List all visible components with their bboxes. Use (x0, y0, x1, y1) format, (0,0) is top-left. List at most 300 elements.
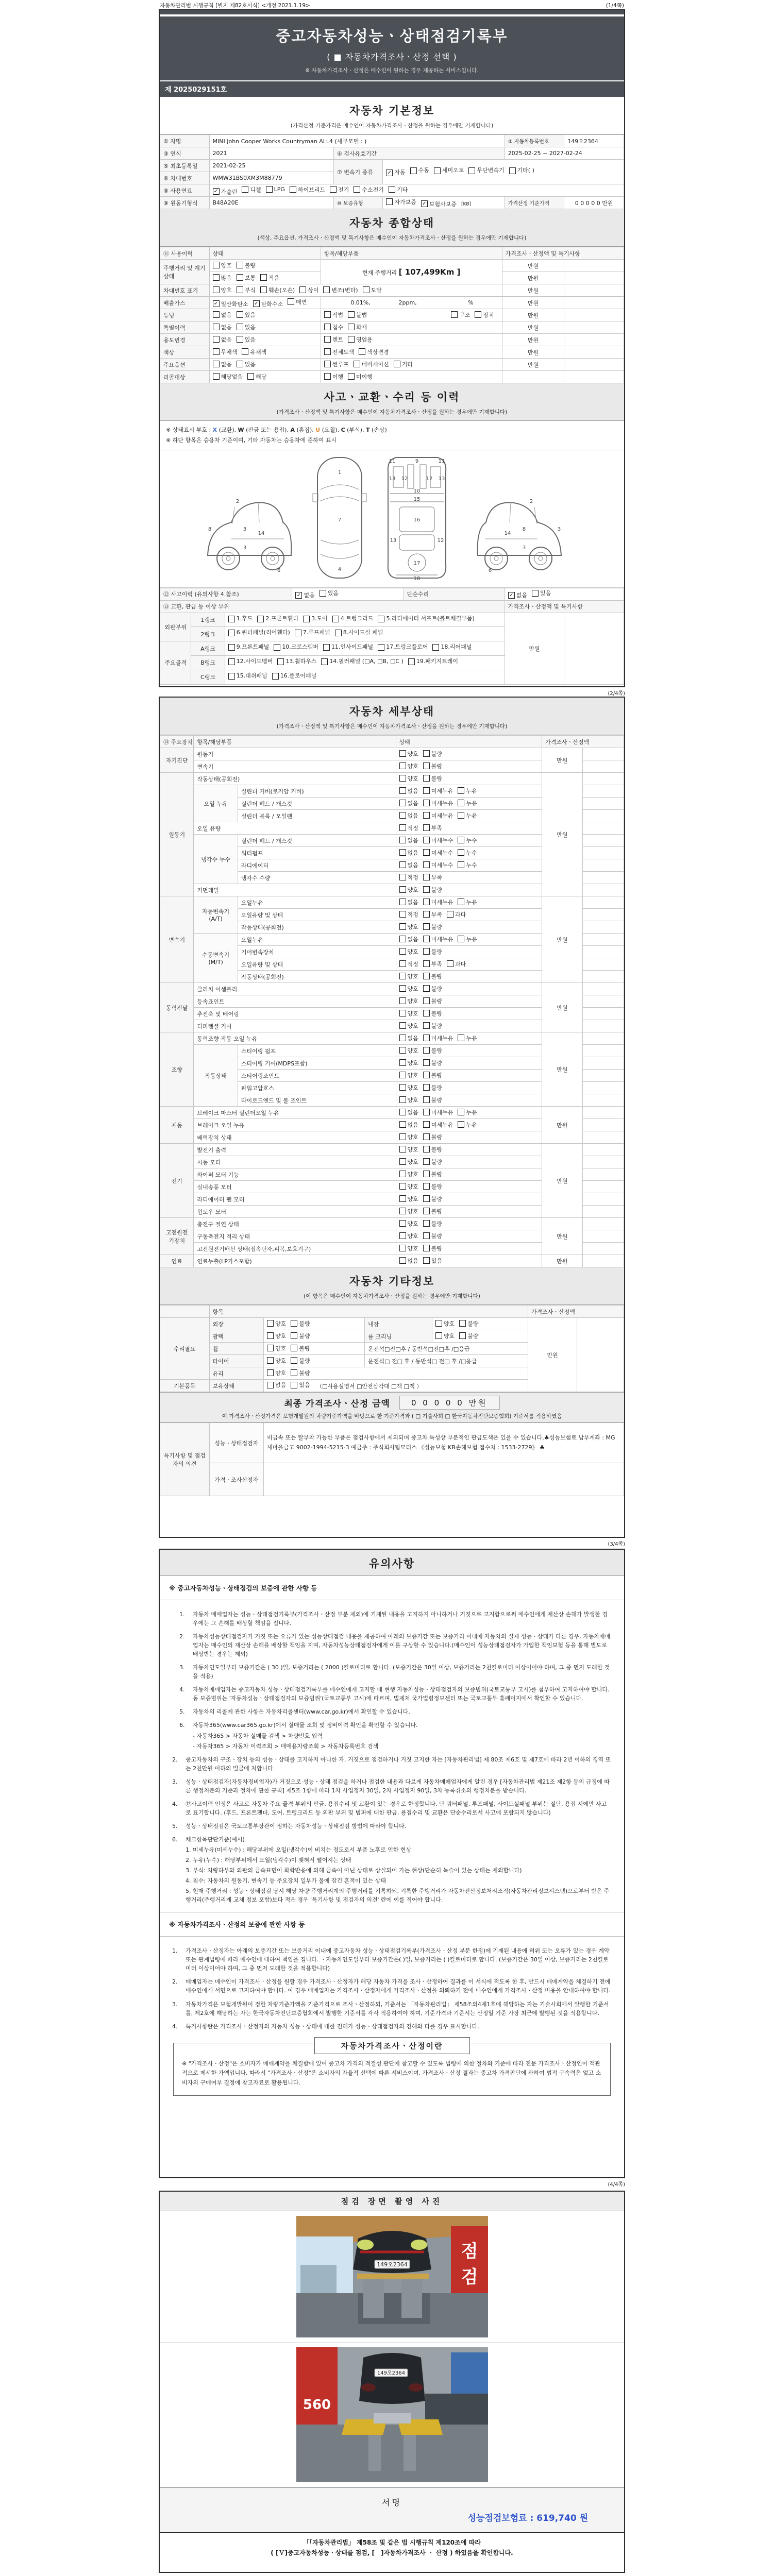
checkbox-unchecked[interactable] (423, 1208, 430, 1214)
option-적정[interactable]: 적정 (399, 910, 418, 919)
checkbox-unchecked[interactable] (423, 973, 430, 979)
option-없음[interactable]: ✓ 없음 (295, 591, 314, 599)
checkbox-unchecked[interactable] (288, 298, 294, 305)
checkbox-unchecked[interactable] (324, 336, 331, 343)
checkbox-unchecked[interactable] (348, 336, 355, 343)
option-불량[interactable]: 불량 (423, 1046, 442, 1055)
checkbox-unchecked[interactable] (423, 787, 430, 794)
option-18.리어패널[interactable]: 18.리어패널 (432, 642, 472, 653)
option-수동[interactable]: 수동 (410, 165, 429, 176)
checkbox-unchecked[interactable] (423, 837, 430, 843)
checkbox-unchecked[interactable] (458, 787, 464, 794)
option-도말[interactable]: 도말 (363, 286, 382, 294)
option-없음[interactable]: 없음 (399, 1257, 418, 1265)
option-자가보증[interactable]: 자가보증 (386, 198, 416, 206)
checkbox-unchecked[interactable] (423, 1121, 430, 1128)
option-있음[interactable]: 있음 (237, 311, 256, 319)
checkbox-unchecked[interactable] (447, 960, 453, 967)
option-누유[interactable]: 누유 (458, 935, 477, 943)
checkbox-unchecked[interactable] (459, 1332, 466, 1339)
checkbox-checked[interactable]: ✓ (295, 592, 302, 599)
checkbox-unchecked[interactable] (213, 373, 220, 380)
option-양호[interactable]: 양호 (399, 1207, 418, 1215)
checkbox-unchecked[interactable] (277, 658, 284, 665)
option-불량[interactable]: 불량 (291, 1344, 310, 1352)
option-변조(변타)[interactable]: 변조(변타) (323, 286, 358, 294)
option-자동[interactable]: ✓ 자동 (386, 167, 405, 178)
option-누유[interactable]: 누유 (458, 1034, 477, 1042)
option-미세누유[interactable]: 미세누유 (423, 787, 453, 795)
checkbox-unchecked[interactable] (423, 985, 430, 992)
checkbox-unchecked[interactable] (394, 361, 400, 367)
checkbox-unchecked[interactable] (228, 658, 235, 665)
option-썬루프[interactable]: 썬루프 (324, 360, 349, 368)
option-누유[interactable]: 누유 (458, 1121, 477, 1129)
option-양호[interactable]: 양호 (399, 886, 418, 894)
checkbox-unchecked[interactable] (532, 590, 539, 597)
checkbox-unchecked[interactable] (458, 849, 464, 856)
option-불량[interactable]: 불량 (423, 1133, 442, 1141)
option-양호[interactable]: 양호 (399, 972, 418, 980)
option-디젤[interactable]: 디젤 (242, 185, 261, 194)
checkbox-unchecked[interactable] (291, 1332, 297, 1339)
checkbox-unchecked[interactable] (399, 1195, 406, 1202)
checkbox-unchecked[interactable] (213, 311, 220, 318)
option-양호[interactable]: 양호 (399, 997, 418, 1005)
checkbox-unchecked[interactable] (260, 286, 267, 293)
checkbox-unchecked[interactable] (423, 1047, 430, 1054)
option-양호[interactable]: 양호 (399, 1170, 418, 1178)
option-없음[interactable]: 없음 (399, 811, 418, 820)
checkbox-checked[interactable]: ✓ (508, 592, 515, 599)
option-전체도색[interactable]: 전체도색 (324, 348, 355, 356)
option-없음[interactable]: ✓ 없음 (508, 591, 527, 599)
option-보험사보증[interactable]: ✓ 보험사보증 (421, 200, 457, 208)
checkbox-unchecked[interactable] (399, 1022, 406, 1029)
checkbox-unchecked[interactable] (237, 324, 243, 330)
option-없음[interactable]: 없음 (267, 1381, 286, 1389)
checkbox-unchecked[interactable] (423, 1257, 430, 1264)
checkbox-unchecked[interactable] (423, 1158, 430, 1165)
option-불량[interactable]: 불량 (423, 1207, 442, 1215)
option-불량[interactable]: 불량 (291, 1319, 310, 1328)
option-해당없음[interactable]: 해당없음 (213, 372, 243, 381)
checkbox-unchecked[interactable] (321, 658, 328, 665)
checkbox-unchecked[interactable] (399, 1146, 406, 1153)
checkbox-unchecked[interactable] (213, 286, 220, 293)
option-없음[interactable]: 없음 (213, 360, 232, 368)
option-없음[interactable]: 없음 (399, 935, 418, 943)
checkbox-unchecked[interactable] (330, 186, 337, 193)
checkbox-unchecked[interactable] (295, 630, 301, 636)
option-양호[interactable]: 양호 (399, 1071, 418, 1079)
checkbox-unchecked[interactable] (423, 923, 430, 930)
checkbox-unchecked[interactable] (257, 616, 264, 622)
option-불량[interactable]: 불량 (459, 1332, 478, 1340)
option-많음[interactable]: 많음 (213, 274, 232, 282)
option-불량[interactable]: 불량 (423, 1145, 442, 1154)
checkbox-unchecked[interactable] (299, 286, 306, 293)
checkbox-unchecked[interactable] (399, 787, 406, 794)
option-3.도어[interactable]: 3.도어 (303, 614, 328, 624)
option-미세누유[interactable]: 미세누유 (423, 799, 453, 807)
option-불량[interactable]: 불량 (423, 1059, 442, 1067)
checkbox-unchecked[interactable] (335, 630, 342, 636)
option-있음[interactable]: 있음 (423, 1257, 442, 1265)
checkbox-unchecked[interactable] (399, 775, 406, 782)
option-미세누유[interactable]: 미세누유 (423, 898, 453, 906)
checkbox-unchecked[interactable] (423, 899, 430, 905)
checkbox-unchecked[interactable] (399, 861, 406, 868)
checkbox-unchecked[interactable] (291, 1357, 297, 1364)
option-있음[interactable]: 있음 (320, 589, 339, 597)
checkbox-unchecked[interactable] (399, 750, 406, 757)
option-구조[interactable]: 구조 (451, 311, 470, 319)
option-해당[interactable]: 해당 (247, 372, 266, 381)
option-불량[interactable]: 불량 (423, 1009, 442, 1018)
checkbox-unchecked[interactable] (237, 274, 243, 281)
option-누유[interactable]: 누유 (458, 1108, 477, 1116)
checkbox-unchecked[interactable] (399, 874, 406, 880)
option-양호[interactable]: 양호 (399, 1195, 418, 1203)
option-양호[interactable]: 양호 (267, 1357, 286, 1365)
checkbox-unchecked[interactable] (475, 311, 481, 318)
option-세미오토[interactable]: 세미오토 (434, 165, 464, 176)
option-양호[interactable]: 양호 (399, 1244, 418, 1252)
option-있음[interactable]: 있음 (532, 589, 551, 597)
checkbox-unchecked[interactable] (267, 1382, 274, 1388)
checkbox-unchecked[interactable] (267, 1332, 274, 1339)
checkbox-unchecked[interactable] (399, 1010, 406, 1016)
option-과다[interactable]: 과다 (447, 960, 466, 968)
option-색상변경[interactable]: 색상변경 (359, 348, 389, 356)
checkbox-unchecked[interactable] (399, 1096, 406, 1103)
checkbox-unchecked[interactable] (423, 775, 430, 782)
checkbox-unchecked[interactable] (363, 286, 369, 293)
option-적정[interactable]: 적정 (399, 873, 418, 882)
checkbox-unchecked[interactable] (435, 1332, 442, 1339)
checkbox-unchecked[interactable] (399, 1171, 406, 1177)
option-4.트렁크리드[interactable]: 4.트렁크리드 (332, 614, 374, 624)
checkbox-unchecked[interactable] (410, 167, 417, 174)
checkbox-unchecked[interactable] (323, 644, 330, 651)
option-없음[interactable]: 없음 (213, 323, 232, 331)
option-부식[interactable]: 부식 (237, 286, 256, 294)
checkbox-unchecked[interactable] (399, 1072, 406, 1078)
checkbox-unchecked[interactable] (423, 1022, 430, 1029)
option-양호[interactable]: 양호 (435, 1332, 455, 1340)
checkbox-unchecked[interactable] (399, 824, 406, 831)
checkbox-unchecked[interactable] (423, 849, 430, 856)
signature-box[interactable] (160, 2487, 624, 2532)
option-불량[interactable]: 불량 (423, 1219, 442, 1228)
option-누유[interactable]: 누유 (458, 811, 477, 820)
checkbox-unchecked[interactable] (423, 886, 430, 893)
checkbox-unchecked[interactable] (423, 1146, 430, 1153)
checkbox-unchecked[interactable] (423, 1133, 430, 1140)
checkbox-unchecked[interactable] (423, 800, 430, 806)
option-없음[interactable]: 없음 (399, 898, 418, 906)
option-양호[interactable]: 양호 (399, 1158, 418, 1166)
option-미세누수[interactable]: 미세누수 (423, 836, 453, 844)
option-불량[interactable]: 불량 (291, 1369, 310, 1377)
option-무단변속기[interactable]: 무단변속기 (468, 165, 504, 176)
checkbox-unchecked[interactable] (213, 348, 220, 355)
checkbox-unchecked[interactable] (399, 800, 406, 806)
checkbox-unchecked[interactable] (324, 361, 331, 367)
checkbox-checked[interactable]: ✓ (213, 300, 220, 307)
checkbox-unchecked[interactable] (423, 911, 430, 918)
option-적법[interactable]: 적법 (324, 311, 343, 319)
option-불량[interactable]: 불량 (423, 1232, 442, 1240)
option-탄화수소[interactable]: ✓ 탄화수소 (253, 300, 283, 308)
option-양호[interactable]: 양호 (267, 1344, 286, 1352)
option-양호[interactable]: 양호 (399, 985, 418, 993)
option-있음[interactable]: 있음 (237, 360, 256, 368)
option-기타( )[interactable]: 기타( ) (509, 165, 534, 176)
checkbox-unchecked[interactable] (354, 361, 360, 367)
option-불량[interactable]: 불량 (423, 750, 442, 758)
option-부족[interactable]: 부족 (423, 824, 442, 832)
option-부족[interactable]: 부족 (423, 960, 442, 968)
checkbox-unchecked[interactable] (423, 1109, 430, 1115)
option-보통[interactable]: 보통 (237, 274, 256, 282)
checkbox-unchecked[interactable] (260, 274, 267, 281)
checkbox-unchecked[interactable] (303, 616, 310, 622)
checkbox-unchecked[interactable] (399, 1158, 406, 1165)
checkbox-unchecked[interactable] (423, 812, 430, 819)
option-양호[interactable]: 양호 (213, 261, 232, 269)
option-상이[interactable]: 상이 (299, 286, 318, 294)
option-적정[interactable]: 적정 (399, 960, 418, 968)
checkbox-unchecked[interactable] (399, 948, 406, 955)
checkbox-unchecked[interactable] (468, 167, 475, 174)
option-수소전기[interactable]: 수소전기 (354, 185, 384, 194)
checkbox-unchecked[interactable] (348, 373, 355, 380)
checkbox-unchecked[interactable] (423, 1245, 430, 1251)
checkbox-unchecked[interactable] (399, 1084, 406, 1091)
option-기타[interactable]: 기타 (394, 360, 413, 368)
option-불량[interactable]: 불량 (237, 261, 256, 269)
checkbox-unchecked[interactable] (399, 997, 406, 1004)
checkbox-unchecked[interactable] (423, 997, 430, 1004)
option-10.크로스멤버[interactable]: 10.크로스멤버 (274, 642, 318, 653)
checkbox-unchecked[interactable] (228, 630, 235, 636)
option-미세누유[interactable]: 미세누유 (423, 1034, 453, 1042)
option-가솔린[interactable]: ✓ 가솔린 (213, 188, 238, 196)
option-15.대쉬패널[interactable]: 15.대쉬패널 (228, 671, 267, 682)
option-미이행[interactable]: 미이행 (348, 372, 373, 381)
option-양호[interactable]: 양호 (399, 1182, 418, 1191)
checkbox-unchecked[interactable] (408, 658, 415, 665)
option-누수[interactable]: 누수 (458, 849, 477, 857)
checkbox-unchecked[interactable] (378, 644, 384, 651)
checkbox-unchecked[interactable] (237, 311, 243, 318)
checkbox-unchecked[interactable] (399, 837, 406, 843)
checkbox-unchecked[interactable] (348, 311, 355, 318)
checkbox-unchecked[interactable] (228, 644, 235, 651)
option-누수[interactable]: 누수 (458, 836, 477, 844)
checkbox-checked[interactable]: ✓ (213, 188, 220, 195)
option-16.플로어패널[interactable]: 16.플로어패널 (272, 671, 317, 682)
option-양호[interactable]: 양호 (399, 1219, 418, 1228)
option-5.라디에이터 서포트(볼트체결부품)[interactable]: 5.라디에이터 서포트(볼트체결부품) (378, 614, 474, 624)
option-양호[interactable]: 양호 (399, 1133, 418, 1141)
checkbox-unchecked[interactable] (458, 1035, 464, 1041)
checkbox-unchecked[interactable] (291, 1369, 297, 1376)
option-매연[interactable]: 매연 (288, 298, 307, 306)
option-14.필러패널 (□A, □B, □C )[interactable]: 14.필러패널 (□A, □B, □C ) (321, 656, 404, 667)
checkbox-unchecked[interactable] (354, 186, 360, 193)
option-불량[interactable]: 불량 (423, 1244, 442, 1252)
option-전기[interactable]: 전기 (330, 185, 349, 194)
checkbox-unchecked[interactable] (423, 1010, 430, 1016)
checkbox-unchecked[interactable] (509, 167, 516, 174)
option-9.프론트패널[interactable]: 9.프론트패널 (228, 642, 270, 653)
option-미세누수[interactable]: 미세누수 (423, 849, 453, 857)
checkbox-unchecked[interactable] (423, 948, 430, 955)
checkbox-unchecked[interactable] (267, 1369, 274, 1376)
option-불량[interactable]: 불량 (423, 923, 442, 931)
option-LPG[interactable]: LPG (266, 186, 285, 193)
option-화재[interactable]: 화재 (348, 323, 367, 331)
option-양호[interactable]: 양호 (399, 774, 418, 783)
checkbox-unchecked[interactable] (242, 186, 248, 193)
checkbox-unchecked[interactable] (213, 336, 220, 343)
option-부족[interactable]: 부족 (423, 873, 442, 882)
checkbox-unchecked[interactable] (423, 1096, 430, 1103)
checkbox-unchecked[interactable] (451, 311, 458, 318)
checkbox-unchecked[interactable] (324, 324, 331, 330)
option-없음[interactable]: 없음 (399, 849, 418, 857)
option-이행[interactable]: 이행 (324, 372, 343, 381)
checkbox-unchecked[interactable] (399, 911, 406, 918)
checkbox-unchecked[interactable] (399, 1183, 406, 1190)
checkbox-unchecked[interactable] (435, 1320, 442, 1327)
checkbox-unchecked[interactable] (447, 911, 453, 918)
option-12.사이드멤버[interactable]: 12.사이드멤버 (228, 656, 273, 667)
checkbox-unchecked[interactable] (324, 348, 331, 355)
checkbox-unchecked[interactable] (399, 923, 406, 930)
option-17.트렁크플로어[interactable]: 17.트렁크플로어 (378, 642, 428, 653)
option-누유[interactable]: 누유 (458, 799, 477, 807)
checkbox-unchecked[interactable] (399, 985, 406, 992)
option-없음[interactable]: 없음 (213, 335, 232, 344)
option-훼손(오손)[interactable]: 훼손(오손) (260, 286, 295, 294)
checkbox-unchecked[interactable] (399, 886, 406, 893)
checkbox-unchecked[interactable] (399, 849, 406, 856)
option-미세누유[interactable]: 미세누유 (423, 1108, 453, 1116)
option-없음[interactable]: 없음 (399, 787, 418, 795)
option-불량[interactable]: 불량 (291, 1357, 310, 1365)
checkbox-unchecked[interactable] (423, 874, 430, 880)
checkbox-unchecked[interactable] (247, 373, 254, 380)
checkbox-unchecked[interactable] (399, 1121, 406, 1128)
option-불량[interactable]: 불량 (423, 1158, 442, 1166)
option-불량[interactable]: 불량 (423, 762, 442, 770)
option-적정[interactable]: 적정 (399, 824, 418, 832)
option-8.사이드실 패널[interactable]: 8.사이드실 패널 (335, 628, 383, 638)
option-불량[interactable]: 불량 (423, 1083, 442, 1092)
checkbox-unchecked[interactable] (399, 1109, 406, 1115)
checkbox-unchecked[interactable] (458, 812, 464, 819)
checkbox-checked[interactable]: ✓ (386, 170, 393, 176)
option-있음[interactable]: 있음 (291, 1381, 310, 1389)
option-양호[interactable]: 양호 (399, 1083, 418, 1092)
option-불량[interactable]: 불량 (423, 997, 442, 1005)
option-유채색[interactable]: 유채색 (242, 348, 266, 356)
option-양호[interactable]: 양호 (267, 1332, 286, 1340)
option-침수[interactable]: 침수 (324, 323, 343, 331)
checkbox-unchecked[interactable] (237, 286, 243, 293)
checkbox-unchecked[interactable] (291, 1345, 297, 1351)
option-양호[interactable]: 양호 (399, 762, 418, 770)
checkbox-unchecked[interactable] (242, 348, 248, 355)
option-불량[interactable]: 불량 (423, 1096, 442, 1104)
checkbox-unchecked[interactable] (399, 936, 406, 942)
checkbox-unchecked[interactable] (423, 1035, 430, 1041)
checkbox-unchecked[interactable] (458, 837, 464, 843)
checkbox-unchecked[interactable] (267, 1345, 274, 1351)
checkbox-unchecked[interactable] (432, 644, 439, 651)
checkbox-unchecked[interactable] (399, 1208, 406, 1214)
option-양호[interactable]: 양호 (267, 1319, 286, 1328)
checkbox-unchecked[interactable] (332, 616, 339, 622)
checkbox-unchecked[interactable] (423, 936, 430, 942)
option-있음[interactable]: 있음 (237, 335, 256, 344)
option-하이브리드[interactable]: 하이브리드 (290, 185, 325, 194)
checkbox-unchecked[interactable] (459, 1320, 466, 1327)
option-19.패키지트레이[interactable]: 19.패키지트레이 (408, 656, 458, 667)
option-있음[interactable]: 있음 (237, 323, 256, 331)
checkbox-unchecked[interactable] (434, 167, 441, 174)
option-불량[interactable]: 불량 (459, 1319, 478, 1328)
checkbox-unchecked[interactable] (458, 936, 464, 942)
checkbox-unchecked[interactable] (323, 286, 330, 293)
checkbox-unchecked[interactable] (399, 762, 406, 769)
option-불법[interactable]: 불법 (348, 311, 367, 319)
checkbox-unchecked[interactable] (386, 198, 393, 205)
option-불량[interactable]: 불량 (423, 1170, 442, 1178)
checkbox-unchecked[interactable] (423, 1195, 430, 1202)
checkbox-unchecked[interactable] (359, 348, 365, 355)
option-양호[interactable]: 양호 (399, 1046, 418, 1055)
checkbox-unchecked[interactable] (290, 186, 296, 193)
option-불량[interactable]: 불량 (291, 1332, 310, 1340)
checkbox-checked[interactable]: ✓ (253, 300, 260, 307)
option-무채색[interactable]: 무채색 (213, 348, 238, 356)
option-없음[interactable]: 없음 (399, 1121, 418, 1129)
checkbox-unchecked[interactable] (458, 899, 464, 905)
option-누유[interactable]: 누유 (458, 787, 477, 795)
option-미세누수[interactable]: 미세누수 (423, 861, 453, 869)
checkbox-unchecked[interactable] (423, 1059, 430, 1066)
checkbox-unchecked[interactable] (458, 1109, 464, 1115)
checkbox-unchecked[interactable] (291, 1320, 297, 1327)
checkbox-unchecked[interactable] (324, 373, 331, 380)
checkbox-unchecked[interactable] (237, 361, 243, 367)
option-미세누유[interactable]: 미세누유 (423, 935, 453, 943)
option-기타[interactable]: 기타 (389, 185, 408, 194)
option-누유[interactable]: 누유 (458, 898, 477, 906)
option-없음[interactable]: 없음 (399, 836, 418, 844)
checkbox-unchecked[interactable] (267, 1320, 274, 1327)
checkbox-unchecked[interactable] (399, 1245, 406, 1251)
checkbox-unchecked[interactable] (399, 1035, 406, 1041)
option-없음[interactable]: 없음 (399, 1034, 418, 1042)
checkbox-unchecked[interactable] (423, 1171, 430, 1177)
option-양호[interactable]: 양호 (399, 923, 418, 931)
